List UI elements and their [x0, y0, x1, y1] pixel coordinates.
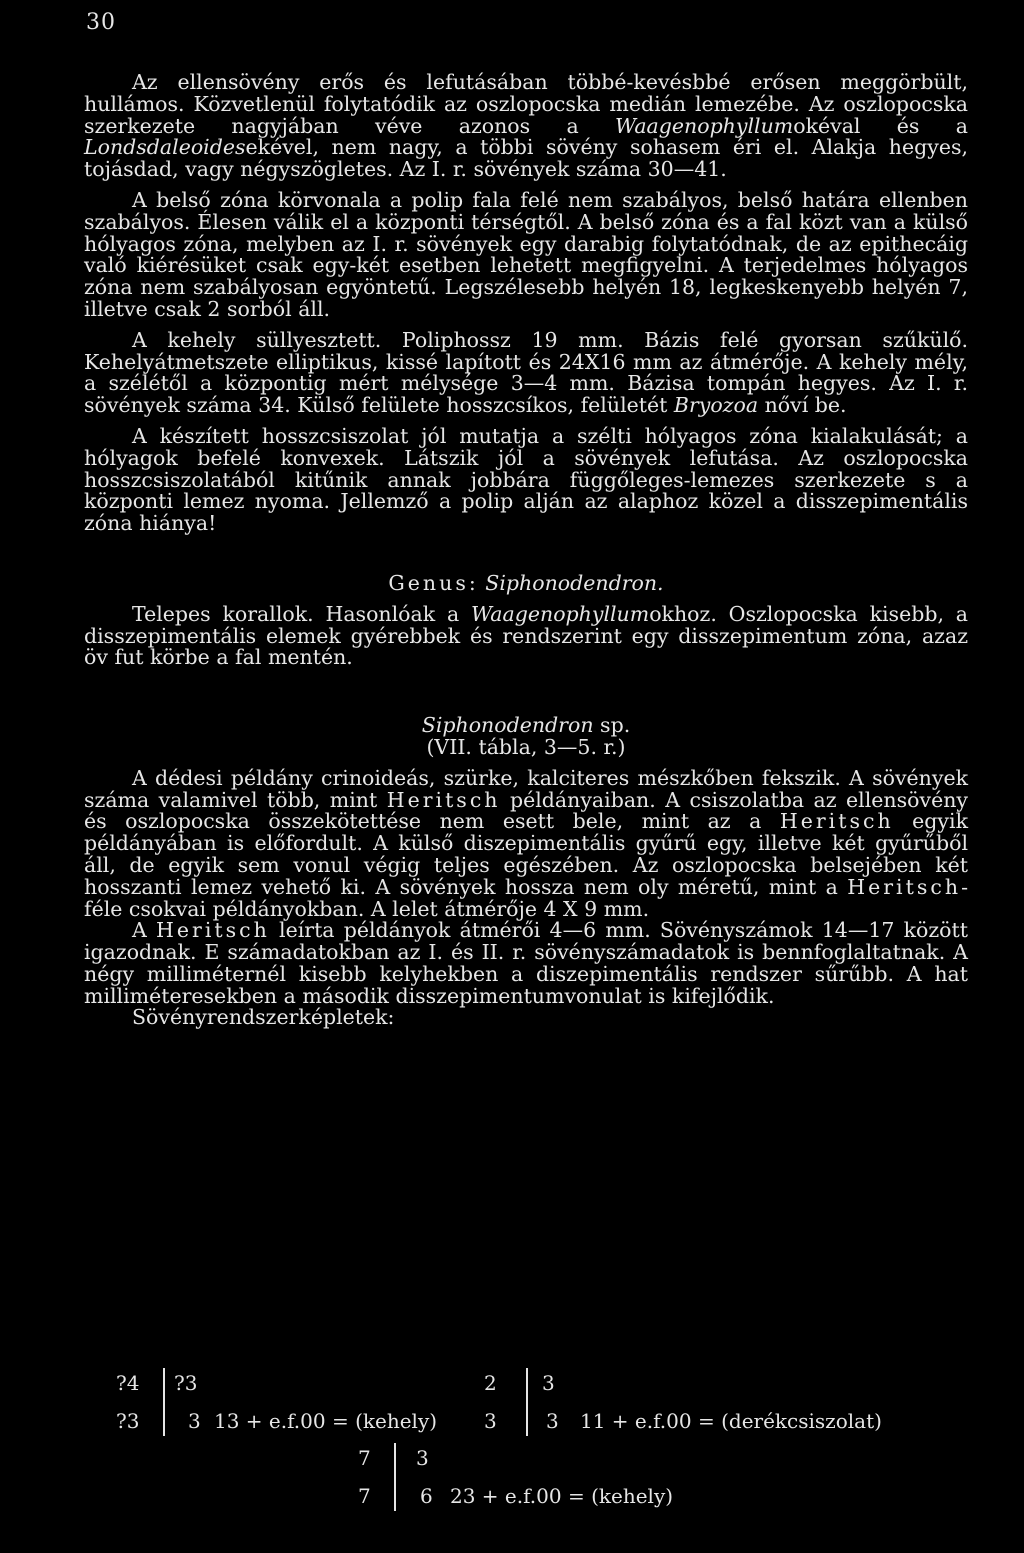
paragraph-section: A készített hosszcsiszolat jól mutatja a szélti hólyagos zóna kialakulását; a hólyagok befelé konvexek. Látszik jól a sövények lefutása. Az oszlopocska hosszcsiszolatából kitűnik annak jobbára függőleges-lemezes szerkezete s a központi lemez nyoma. Jellemző a polip alján az alaphoz közel a disszepimentális zóna hiánya! — [84, 423, 968, 536]
paragraph-genus: Telepes korallok. Hasonlóak a Waagenophyllumokhoz. Oszlopocska kisebb, a disszepimentális elemek gyérebbek és rendszerint egy disszepimentum zóna, azaz öv fut körbe a fal mentén. — [84, 601, 968, 670]
formula-divider — [394, 1443, 396, 1511]
formula-heading: Sövényrendszerképletek: — [132, 1005, 395, 1030]
paragraph-septum: Az ellensövény erős és lefutásában többé-kevésbbé erősen meggörbült, hullámos. Közvetlenül folytatódik az oszlopocska medián lemezébe. Az oszlopocska szerkezete nagyjában véve azonos a Waagenophyllumokéval és a Londsdaleoidesekével, nem nagy, a többi sövény sohasem éri el. Alakja hegyes, tojásdad, vagy négyszögletes. Az I. r. sövények száma 30—41. — [84, 70, 968, 182]
paragraph-dedes-specimen: A dédesi példány crinoideás, szürke, kalciteres mészkőben fekszik. A sövények száma valamivel több, mint Heritsch példányaiban. A csiszolatba az ellensövény és oszlopocska összekötettése nem esett bele, mint az a Heritsch egyik példányában is előfordult. A külső diszepimentális gyűrű egy, illetve két gyűrűből áll, de egyik sem vonul végig teljes egészében. Az oszlopocska belsejében két hosszanti lemez vehető ki. A sövények hossza nem oly méretű, mint a Heritsch-féle csokvai példányokban. A lelet átmérője 4 X 9 mm. — [84, 765, 968, 921]
formula-divider — [163, 1368, 165, 1436]
formula-divider — [526, 1368, 528, 1436]
genus-heading: Genus: Siphonodendron. — [388, 570, 664, 595]
page-number: 30 — [86, 10, 116, 35]
paragraph-heritsch-specimens: A Heritsch leírta példányok átmérői 4—6 mm. Sövényszámok 14—17 között igazodnak. E számadatokban az I. és II. r. sövényszámadatok is bennfoglaltatnak. A négy milliméternél kisebb kelyhekben a diszepimentális rendszer sűrűbb. A hat milliméteresekben a második disszepimentumvonulat is kifejlődik. — [84, 918, 969, 1008]
species-heading: Siphonodendron sp. — [421, 713, 631, 738]
body-text — [84, 72, 968, 1029]
paragraph-inner-zone: A belső zóna körvonala a polip fala felé nem szabályos, belső határa ellenben szabályos. Élesen válik el a központi térségtől. A belső zóna és a fal közt van a külső hólyagos zóna, melyben az I. r. sövények egy darabig folytatódnak, de az epithecáig való kiérésüket csak egy-két esetben lehetett megfigyelni. A terjedelmes hólyagos zóna nem szabályosan egyöntetű. Legszélesebb helyén 18, legkeskenyebb helyén 7, illetve csak 2 sorból áll. — [84, 187, 968, 321]
paragraph-calyx: A kehely süllyesztett. Poliphossz 19 mm. Bázis felé gyorsan szűkülő. Kehelyátmetszete elliptikus, kissé lapított és 24X16 mm az átmérője. A kehely mély, a szélétől a központig mért mélysége 3—4 mm. Bázisa tompán hegyes. Az I. r. sövények száma 34. Külső felülete hosszcsíkos, felületét Bryozoa nőví be. — [84, 327, 968, 418]
plate-reference: (VII. tábla, 3—5. r.) — [426, 734, 626, 759]
